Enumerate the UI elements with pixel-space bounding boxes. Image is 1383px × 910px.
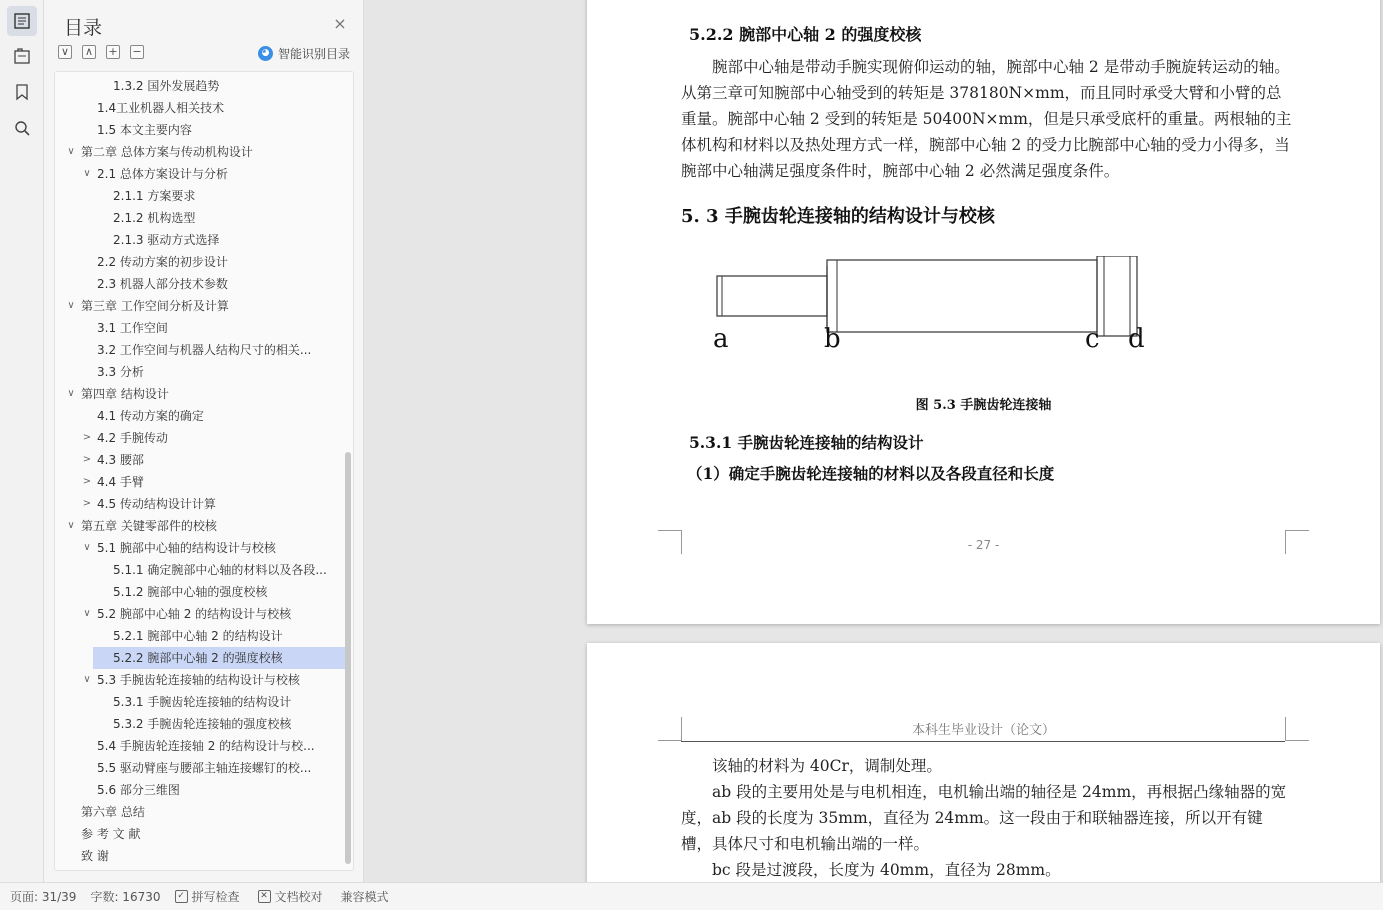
chevron-down-icon[interactable]: ∨ — [83, 608, 91, 619]
shaft-label-b: b — [824, 324, 841, 354]
toc-item[interactable] — [55, 383, 345, 405]
toc-item[interactable] — [55, 405, 345, 427]
toc-item-label: 3.1 工作空间 — [97, 321, 168, 335]
shaft-label-d: d — [1128, 324, 1145, 354]
smart-recognize-label: 智能识别目录 — [278, 47, 351, 61]
toc-item-label: 5.6 部分三维图 — [97, 783, 180, 797]
section-heading: 5.2.2 腕部中心轴 2 的强度校核 — [689, 25, 922, 44]
toc-item-label: 致 谢 — [81, 849, 109, 863]
toc-item[interactable] — [55, 801, 345, 823]
toc-item[interactable] — [55, 713, 345, 735]
chevron-down-icon[interactable]: ∨ — [83, 168, 91, 179]
toc-item-label: 1.3.2 国外发展趋势 — [113, 79, 220, 93]
body-paragraph: ab 段的主要用处是与电机相连，电机输出端的轴径是 24mm，再根据凸缘轴器的宽度，ab 段的长度为 35mm，直径为 24mm。这一段由于和联轴器连接，所以开有键槽，具体尺寸和电机输出端的一样。 — [681, 783, 1287, 853]
chapter-icon — [13, 47, 31, 65]
chevron-down-icon[interactable]: ∨ — [67, 300, 75, 311]
page-indicator[interactable]: 页面: 31/39 — [10, 890, 77, 904]
toc-item[interactable] — [55, 295, 345, 317]
toc-item-label: 5.2.2 腕部中心轴 2 的强度校核 — [113, 651, 283, 665]
toc-item-label: 5.1 腕部中心轴的结构设计与校核 — [97, 541, 276, 555]
toc-item-label: 5.2.1 腕部中心轴 2 的结构设计 — [113, 629, 283, 643]
status-bar — [0, 882, 1383, 910]
toc-item-label: 4.2 手腕传动 — [97, 431, 168, 445]
remove-heading-icon[interactable]: − — [130, 45, 144, 59]
toc-item[interactable] — [55, 779, 345, 801]
toc-item-label: 4.4 手臂 — [97, 475, 144, 489]
toc-item[interactable] — [93, 647, 345, 669]
toc-item[interactable] — [55, 669, 345, 691]
shaft-segment-bc — [827, 260, 1097, 332]
toc-item-label: 3.2 工作空间与机器人结构尺寸的相关... — [97, 343, 312, 357]
chevron-down-icon[interactable]: ∨ — [67, 146, 75, 157]
chevron-right-icon[interactable]: > — [82, 476, 92, 487]
bookmark-button[interactable] — [7, 77, 37, 107]
body-paragraph: bc 段是过渡段，长度为 40mm，直径为 28mm。 — [712, 861, 1061, 879]
chapter-nav-button[interactable] — [7, 41, 37, 71]
toc-item[interactable] — [55, 229, 345, 251]
toc-item[interactable] — [55, 603, 345, 625]
toc-item[interactable] — [55, 207, 345, 229]
toc-item[interactable] — [55, 757, 345, 779]
toc-item-label: 5.3.2 手腕齿轮连接轴的强度校核 — [113, 717, 292, 731]
chevron-right-icon[interactable]: > — [82, 498, 92, 509]
toc-item[interactable] — [55, 471, 345, 493]
toc-item[interactable] — [55, 691, 345, 713]
spell-check-label: 拼写检查 — [191, 890, 240, 904]
step-heading: （1）确定手腕齿轮连接轴的材料以及各段直径和长度 — [687, 464, 1055, 483]
expand-all-icon[interactable]: ∨ — [58, 45, 72, 59]
shaft-label-c: c — [1085, 324, 1100, 354]
doc-proof-button[interactable] — [258, 888, 323, 905]
chevron-down-icon[interactable]: ∨ — [67, 520, 75, 531]
spell-check-button[interactable] — [175, 888, 240, 905]
body-paragraph: 腕部中心轴是带动手腕实现俯仰运动的轴，腕部中心轴 2 是带动手腕旋转运动的轴。从第三章可知腕部中心轴受到的转矩是 378180N×mm，而且同时承受大臂和小臂的总重量。腕部中心轴 2 受到的转矩是 50400N×mm，但是只承受底杆的重量。两根轴的主体机构和材料以及热处理方式一样，腕部中心轴 2 的受力比腕部中心轴的受力小得多，当腕部中心轴满足强度条件时，腕部中心轴 2 必然满足强度条件。 — [681, 58, 1292, 180]
toc-item[interactable] — [55, 317, 345, 339]
toc-item[interactable] — [55, 449, 345, 471]
figure-caption: 图 5.3 手腕齿轮连接轴 — [915, 398, 1052, 413]
toc-list — [55, 75, 345, 867]
close-icon[interactable]: × — [333, 14, 347, 33]
toc-item-label: 第五章 关键零部件的校核 — [81, 519, 217, 533]
toc-item[interactable] — [55, 625, 345, 647]
shaft-segment-ab — [717, 276, 827, 316]
compat-mode-label: 兼容模式 — [340, 890, 389, 904]
toc-item[interactable] — [55, 141, 345, 163]
toc-item-label: 2.1.1 方案要求 — [113, 189, 196, 203]
toc-toolbar — [58, 45, 144, 61]
toc-item[interactable] — [55, 75, 345, 97]
chevron-down-icon[interactable]: ∨ — [83, 542, 91, 553]
toc-item[interactable] — [55, 119, 345, 141]
outline-icon — [13, 12, 31, 30]
toc-item[interactable] — [55, 559, 345, 581]
toc-item-label: 第六章 总结 — [81, 805, 145, 819]
toc-item-label: 2.1 总体方案设计与分析 — [97, 167, 228, 181]
left-rail — [0, 0, 44, 882]
toc-item[interactable] — [55, 427, 345, 449]
toc-item[interactable] — [55, 163, 345, 185]
toc-item-label: 第四章 结构设计 — [81, 387, 169, 401]
chevron-down-icon[interactable]: ∨ — [67, 388, 75, 399]
proof-icon: ✕ — [258, 890, 271, 903]
toc-item-label: 4.5 传动结构设计计算 — [97, 497, 216, 511]
toc-item[interactable] — [55, 515, 345, 537]
document-page — [587, 643, 1380, 882]
toc-item-label: 2.2 传动方案的初步设计 — [97, 255, 228, 269]
toc-item-label: 5.1.1 确定腕部中心轴的材料以及各段... — [113, 563, 327, 577]
toc-item[interactable] — [55, 493, 345, 515]
toc-item-label: 4.1 传动方案的确定 — [97, 409, 204, 423]
toc-item[interactable] — [55, 185, 345, 207]
toc-item[interactable] — [55, 845, 345, 867]
toc-panel — [44, 0, 364, 882]
toc-title: 目录 — [64, 17, 103, 39]
smart-recognize-toc-button[interactable] — [258, 45, 350, 62]
subsection-heading: 5.3.1 手腕齿轮连接轴的结构设计 — [689, 433, 924, 452]
toc-item[interactable] — [55, 339, 345, 361]
toc-tree — [54, 71, 354, 871]
chevron-down-icon[interactable]: ∨ — [83, 674, 91, 685]
toc-item-label: 5.4 手腕齿轮连接轴 2 的结构设计与校... — [97, 739, 315, 753]
chevron-right-icon[interactable]: > — [82, 454, 92, 465]
add-heading-icon[interactable]: + — [106, 45, 120, 59]
toc-item-label: 1.4工业机器人相关技术 — [97, 101, 225, 115]
toc-item-label: 5.3 手腕齿轮连接轴的结构设计与校核 — [97, 673, 300, 687]
section-heading: 5. 3 手腕齿轮连接轴的结构设计与校核 — [681, 206, 995, 227]
toc-item[interactable] — [55, 537, 345, 559]
toc-item-label: 参 考 文 献 — [81, 827, 141, 841]
check-icon: ✓ — [175, 890, 188, 903]
chevron-right-icon[interactable]: > — [82, 432, 92, 443]
shaft-figure — [712, 256, 1142, 346]
toc-item-label: 4.3 腰部 — [97, 453, 144, 467]
toc-item-label: 第三章 工作空间分析及计算 — [81, 299, 229, 313]
toc-item[interactable] — [55, 823, 345, 845]
toc-item[interactable] — [55, 581, 345, 603]
search-button[interactable] — [7, 113, 37, 143]
document-page — [587, 0, 1380, 624]
toc-item-label: 2.1.3 驱动方式选择 — [113, 233, 220, 247]
body-paragraph: 该轴的材料为 40Cr，调制处理。 — [712, 757, 942, 775]
toc-item-label: 2.1.2 机构选型 — [113, 211, 196, 225]
doc-proof-label: 文档校对 — [274, 890, 323, 904]
bookmark-icon — [13, 83, 31, 101]
toc-item-label: 5.5 驱动臂座与腰部主轴连接螺钉的校... — [97, 761, 312, 775]
word-count[interactable]: 字数: 16730 — [90, 890, 161, 904]
toc-item-label: 5.1.2 腕部中心轴的强度校核 — [113, 585, 268, 599]
toc-item-label: 5.2 腕部中心轴 2 的结构设计与校核 — [97, 607, 292, 621]
toc-item-label: 3.3 分析 — [97, 365, 144, 379]
toc-item[interactable] — [55, 273, 345, 295]
toc-scrollbar[interactable] — [345, 452, 351, 864]
header-rule — [681, 741, 1285, 742]
document-area — [364, 0, 1383, 882]
toc-item-label: 1.5 本文主要内容 — [97, 123, 192, 137]
toc-item[interactable] — [55, 251, 345, 273]
toc-item-label: 第二章 总体方案与传动机构设计 — [81, 145, 253, 159]
toc-item-label: 5.3.1 手腕齿轮连接轴的结构设计 — [113, 695, 292, 709]
shaft-label-a: a — [713, 324, 729, 354]
page-header: 本科生毕业设计（论文） — [911, 723, 1055, 738]
toc-item-label: 2.3 机器人部分技术参数 — [97, 277, 228, 291]
page-number: - 27 - — [967, 538, 1000, 552]
toc-item[interactable] — [55, 97, 345, 119]
collapse-all-icon[interactable]: ∧ — [82, 45, 96, 59]
toc-view-button[interactable] — [7, 6, 37, 36]
toc-item[interactable] — [55, 735, 345, 757]
toc-item[interactable] — [55, 361, 345, 383]
ai-icon: ◕ — [258, 46, 273, 61]
search-icon — [13, 119, 31, 137]
